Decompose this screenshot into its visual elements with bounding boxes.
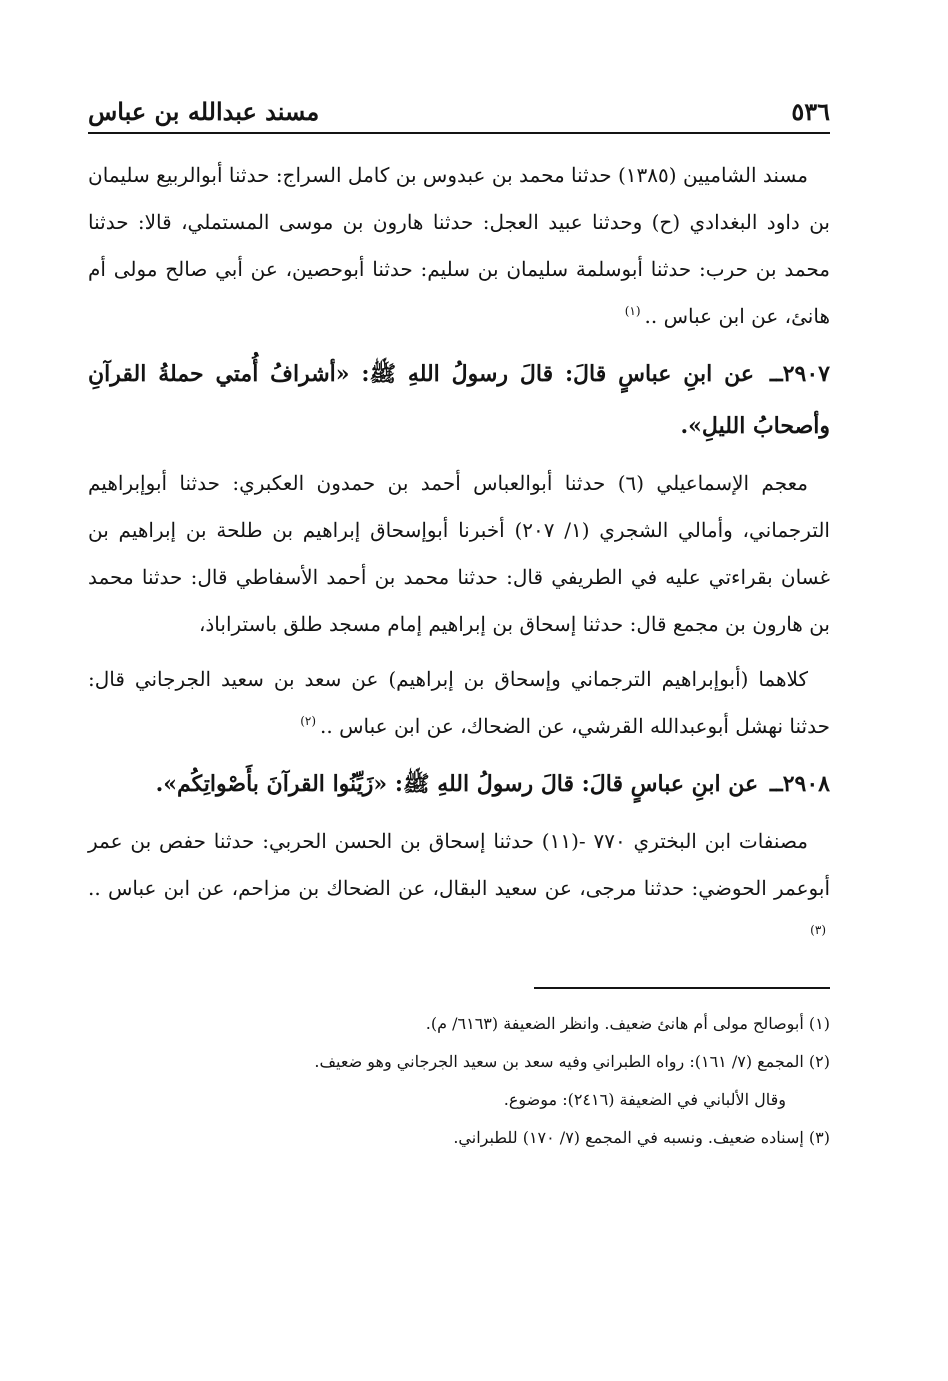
source-paragraph-1 [88,152,830,340]
footnote-ref-2: (٢) [300,714,317,729]
hadith-2907 [88,348,830,452]
hadith-number-2908: ٢٩٠٨ــ [769,771,830,797]
footnote-ref-1: (١) [624,304,641,319]
hadith-text-2907: عن ابنِ عباسٍ قالَ: قالَ رسولُ اللهِ ﷺ: «أشرافُ أُمتي حملةُ القرآنِ وأصحابُ الليلِ». [88,361,830,439]
footnote-ref-3: (٣) [810,923,826,938]
footnote-3: (٣) إسناده ضعيف. ونسبه في المجمع (٧/ ١٧٠) للطبراني. [453,1128,830,1147]
source-text-1: مسند الشاميين (١٣٨٥) حدثنا محمد بن عبدوس بن كامل السراج: حدثنا أبوالربيع سليمان بن داود البغدادي (ح) وحدثنا عبيد العجل: حدثنا هارون بن موسى المستملي، قالا: حدثنا محمد بن حرب: حدثنا أبوسلمة سليمان بن سليم: حدثنا أبوحصين، عن أبي صالح مولى أم هانئ، عن ابن عباس .. [88,163,830,328]
source-text-4: مصنفات ابن البختري ٧٧٠ -(١١) حدثنا إسحاق بن الحسن الحربي: حدثنا حفص بن عمر أبوعمر الحوضي: حدثنا مرجى، عن سعيد البقال، عن الضحاك بن مزاحم، عن ابن عباس .. [88,829,830,900]
footnote-1: (١) أبوصالح مولى أم هانئ ضعيف. وانظر الضعيفة (٦١٦٣/ م). [425,1014,830,1033]
hadith-number-2907: ٢٩٠٧ــ [769,361,830,387]
source-paragraph-4 [88,818,830,959]
footnote-2-continuation: وقال الألباني في الضعيفة (٢٤١٦): موضوع. [503,1090,786,1109]
source-paragraph-3 [88,656,830,750]
source-paragraph-2 [88,460,830,648]
footnote-2: (٢) المجمع (٧/ ١٦١): رواه الطبراني وفيه سعد بن سعيد الجرجاني وهو ضعيف. [314,1052,830,1071]
hadith-text-2908: عن ابنِ عباسٍ قالَ: قالَ رسولُ اللهِ ﷺ: «زَيِّنُوا القرآنَ بأَصْواتِكُم». [155,771,759,797]
source-text-2: معجم الإسماعيلي (٦) حدثنا أبوالعباس أحمد بن حمدون العكبري: حدثنا أبوإبراهيم الترجماني، وأمالي الشجري (١/ ٢٠٧) أخبرنا أبوإسحاق إبراهيم بن طلحة بن إبراهيم بن غسان بقراءتي عليه في الطريفي قال: حدثنا محمد بن أحمد الأسفاطي قال: حدثنا محمد بن هارون بن مجمع قال: حدثنا إسحاق بن إبراهيم إمام مسجد طلق باستراباذ، [88,471,830,636]
page-header [88,92,830,126]
footnotes [88,1005,830,1157]
source-text-3: كلاهما (أبوإبراهيم الترجماني وإسحاق بن إبراهيم) عن سعد بن سعيد الجرجاني قال: حدثنا نهشل أبوعبدالله القرشي، عن الضحاك، عن ابن عباس .. [88,667,830,738]
hadith-2908 [88,758,830,810]
running-title: مسند عبدالله بن عباس [88,97,320,126]
footnote-rule [534,987,830,989]
page-number: ٥٣٦ [791,97,830,126]
header-rule [88,132,830,134]
